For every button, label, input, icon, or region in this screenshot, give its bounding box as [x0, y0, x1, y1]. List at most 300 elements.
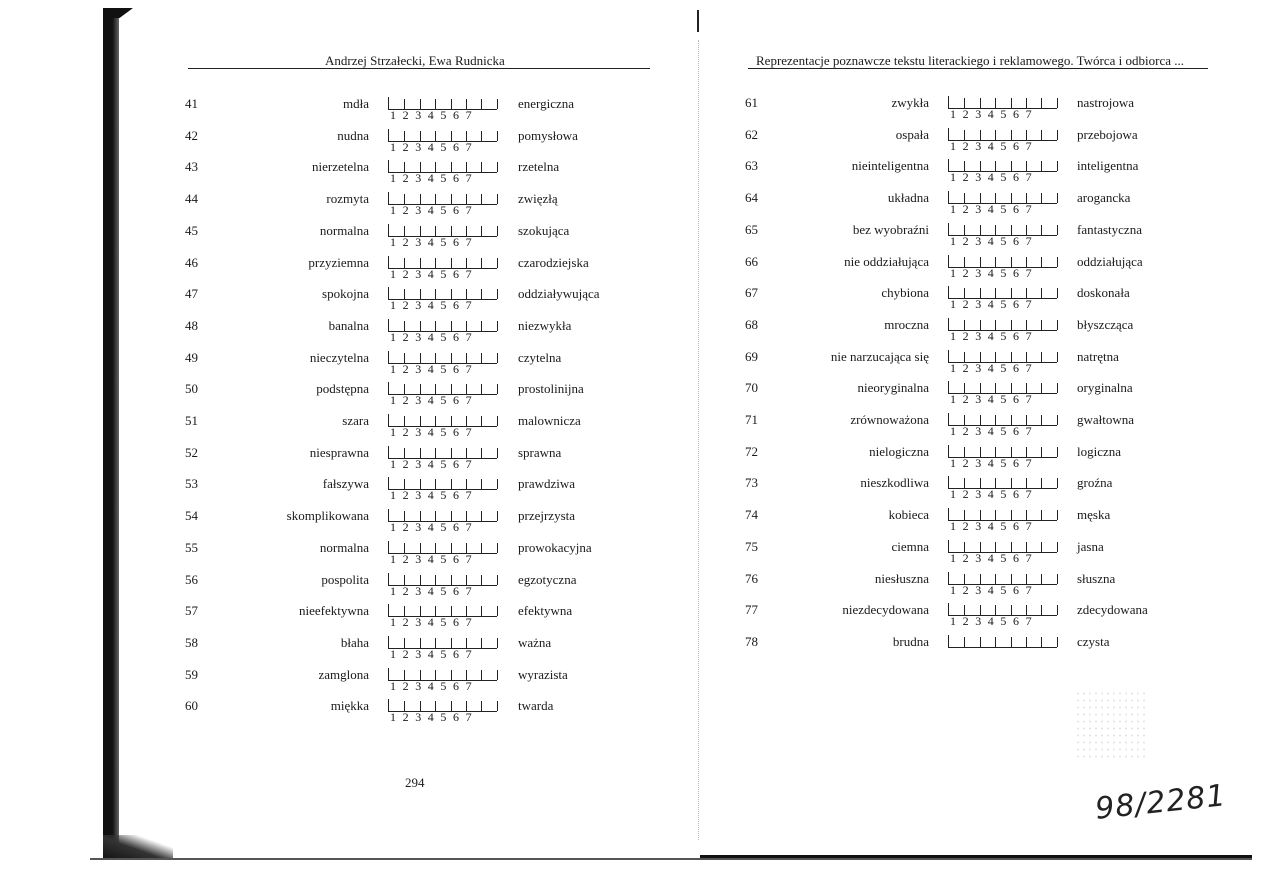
right-pole-label: niezwykła [518, 317, 572, 333]
item-number: 49 [185, 349, 198, 365]
item-number: 78 [745, 633, 758, 649]
rating-box-divider [420, 575, 421, 585]
left-pole-label: normalna [319, 222, 369, 238]
page-bottom-edge-right [700, 855, 1252, 858]
rating-box-divider [497, 575, 498, 585]
rating-box-divider [497, 226, 498, 236]
rating-scale[interactable] [388, 633, 498, 663]
left-pole-label: mdła [343, 96, 369, 111]
left-pole-label: szara [342, 413, 369, 428]
rating-box-divider [497, 638, 498, 648]
rating-box-divider [1057, 161, 1058, 171]
item-number: 72 [745, 443, 758, 459]
rating-digits: 1234567 [390, 583, 479, 598]
rating-box-divider [451, 575, 452, 585]
item-number: 62 [745, 126, 758, 142]
left-pole-label: fałszywa [322, 476, 369, 492]
left-pole-label: spokojna [322, 286, 369, 302]
rating-box-divider [481, 511, 482, 521]
left-pole-label: kobieca [888, 507, 929, 523]
rating-box-divider [1041, 225, 1042, 235]
rating-box-divider [497, 194, 498, 204]
item-number: 53 [185, 476, 198, 492]
item-number: 59 [185, 666, 198, 682]
right-pole-label: pomysłowa [518, 127, 578, 143]
rating-digits: 1234567 [950, 360, 1039, 375]
rating-box-divider [1057, 288, 1058, 298]
rating-digits: 1234567 [950, 519, 1039, 534]
left-pole-label: przyziemna [308, 254, 369, 270]
rating-scale[interactable] [388, 538, 498, 568]
rating-box-divider [1041, 288, 1042, 298]
right-pole-label: zwięzłą [518, 191, 558, 207]
rating-box-divider [980, 257, 981, 267]
rating-box-divider [980, 637, 981, 647]
rating-box-divider [1057, 447, 1058, 457]
rating-scale[interactable] [388, 443, 498, 473]
right-pole-label: słuszna [1077, 570, 1116, 586]
item-number: 42 [185, 127, 198, 143]
rating-scale[interactable] [388, 379, 498, 409]
rating-scale[interactable] [948, 569, 1058, 599]
rating-scale[interactable] [948, 378, 1058, 408]
rating-box-divider [481, 226, 482, 236]
item-number: 71 [745, 412, 758, 427]
left-pole-label: błaha [340, 634, 369, 650]
rating-box-divider [1057, 130, 1058, 140]
rating-digits: 1234567 [390, 139, 479, 154]
rating-box-divider [481, 131, 482, 141]
rating-box-divider [1041, 510, 1042, 520]
right-pole-label: fantastyczna [1077, 221, 1142, 237]
rating-box-divider [1011, 257, 1012, 267]
right-header-rule [748, 68, 1208, 69]
item-number: 65 [745, 221, 758, 237]
rating-digits: 1234567 [950, 550, 1039, 565]
rating-box-divider [497, 162, 498, 172]
rating-scale[interactable] [948, 632, 1058, 662]
rating-box-divider [481, 384, 482, 394]
handwritten-catalog-number: 98/2281 [1093, 778, 1229, 827]
rating-box-divider [964, 257, 965, 267]
right-pole-label: czytelna [518, 349, 562, 365]
rating-box-divider [481, 543, 482, 553]
rating-scale[interactable] [388, 474, 498, 504]
rating-scale[interactable] [948, 505, 1058, 535]
rating-box-divider [497, 670, 498, 680]
right-pole-label: czysta [1077, 633, 1110, 649]
left-pole-label: bez wyobraźni [852, 221, 929, 237]
right-pole-label: inteligentna [1077, 158, 1139, 174]
rating-box-divider [481, 701, 482, 711]
right-pole-label: jasna [1077, 538, 1104, 554]
item-number: 46 [185, 254, 198, 270]
right-pole-label: przejrzysta [518, 508, 576, 524]
rating-box-divider [1057, 605, 1058, 615]
rating-box-divider [1057, 257, 1058, 267]
rating-box-divider [1057, 574, 1058, 584]
right-pole-label: błyszcząca [1077, 316, 1134, 332]
left-pole-label: nudna [337, 127, 369, 143]
right-pole-label: męska [1077, 507, 1111, 523]
rating-box-divider [497, 384, 498, 394]
rating-box-divider [1041, 478, 1042, 488]
rating-digits: 1234567 [390, 203, 479, 218]
item-number: 70 [745, 380, 758, 396]
rating-box-divider [466, 575, 467, 585]
rating-scale[interactable] [388, 189, 498, 219]
item-number: 66 [745, 253, 758, 269]
rating-box-divider [1057, 478, 1058, 488]
right-pole-label: wyrazista [518, 666, 568, 682]
item-number: 68 [745, 316, 758, 332]
rating-digits: 1234567 [390, 520, 479, 535]
item-number: 77 [745, 602, 758, 618]
item-number: 56 [185, 571, 198, 587]
book-spine-top [103, 8, 133, 18]
rating-digits: 1234567 [950, 170, 1039, 185]
rating-digits: 1234567 [950, 487, 1039, 502]
rating-digits: 1234567 [950, 297, 1039, 312]
rating-box-divider [1041, 161, 1042, 171]
rating-box-divider [980, 574, 981, 584]
rating-scale[interactable] [948, 600, 1058, 630]
rating-box-divider [1011, 574, 1012, 584]
rating-scale[interactable] [948, 125, 1058, 155]
rating-box-divider [995, 637, 996, 647]
right-pole-label: oddziaływująca [518, 286, 600, 302]
rating-box-divider [420, 258, 421, 268]
rating-digits: 1234567 [950, 424, 1039, 438]
rating-box-divider [497, 131, 498, 141]
rating-box-divider [497, 416, 498, 426]
item-number: 74 [745, 507, 758, 523]
rating-box-divider [497, 448, 498, 458]
right-pole-label: arogancka [1077, 190, 1131, 206]
rating-box-divider [1041, 257, 1042, 267]
rating-digits: 1234567 [390, 488, 479, 503]
rating-box-divider [1041, 193, 1042, 203]
left-pole-label: pospolita [321, 571, 369, 587]
left-pole-label: niesłuszna [874, 570, 929, 586]
rating-box-divider [1041, 383, 1042, 393]
item-number: 51 [185, 413, 198, 428]
right-pole-label: ważna [518, 634, 552, 650]
rating-scale[interactable] [388, 570, 498, 600]
rating-box-divider [1026, 574, 1027, 584]
rating-digits: 1234567 [950, 202, 1039, 217]
page-bottom-edge [90, 858, 1252, 860]
rating-box-divider [497, 543, 498, 553]
left-header-rule [188, 68, 650, 69]
rating-digits: 1234567 [950, 614, 1039, 629]
rating-box-divider [481, 416, 482, 426]
item-number: 61 [745, 95, 758, 110]
rating-box-divider [466, 258, 467, 268]
rating-scale[interactable] [388, 348, 498, 378]
rating-digits: 1234567 [390, 615, 479, 630]
rating-scale[interactable] [948, 410, 1058, 440]
rating-scale[interactable] [948, 473, 1058, 503]
left-pole-label: banalna [328, 317, 369, 333]
rating-box-divider [995, 574, 996, 584]
rating-digits: 1234567 [390, 361, 479, 376]
rating-box-divider [1041, 130, 1042, 140]
rating-box-divider [481, 670, 482, 680]
rating-box-divider [1057, 193, 1058, 203]
rating-box-divider [1057, 320, 1058, 330]
right-pole-label: groźna [1077, 475, 1113, 491]
right-pole-label: czarodziejska [518, 254, 589, 270]
left-pole-label: zwykła [891, 95, 929, 110]
right-pole-label: twarda [518, 698, 554, 714]
rating-digits: 1234567 [390, 425, 479, 439]
rating-box-divider [481, 638, 482, 648]
rating-digits: 1234567 [390, 234, 479, 249]
item-number: 64 [745, 190, 758, 206]
rating-box-divider [1026, 637, 1027, 647]
rating-box-divider [497, 321, 498, 331]
left-pole-label: nieszkodliwa [860, 475, 929, 491]
left-pole-label: nierzetelna [311, 159, 369, 175]
rating-scale[interactable] [948, 252, 1058, 282]
right-pole-label: rzetelna [518, 159, 560, 175]
rating-scale[interactable] [388, 316, 498, 346]
rating-scale[interactable] [948, 220, 1058, 250]
rating-box-divider [481, 606, 482, 616]
rating-box-divider [1041, 574, 1042, 584]
left-pole-label: nieoryginalna [857, 380, 929, 396]
rating-box-divider [481, 258, 482, 268]
item-number: 52 [185, 444, 198, 460]
rating-digits: 1234567 [390, 678, 479, 693]
rating-box-divider [481, 194, 482, 204]
rating-scale[interactable] [388, 665, 498, 695]
rating-digits: 1234567 [390, 171, 479, 186]
rating-box-divider [497, 701, 498, 711]
item-number: 73 [745, 475, 758, 491]
rating-scale[interactable] [388, 411, 498, 441]
left-pole-label: brudna [892, 633, 929, 649]
left-pole-label: nielogiczna [869, 443, 929, 459]
rating-box-divider [1026, 257, 1027, 267]
left-pole-label: nieinteligentna [851, 158, 929, 174]
rating-digits: 1234567 [950, 392, 1039, 407]
rating-digits: 1234567 [390, 456, 479, 471]
item-number: 67 [745, 285, 758, 301]
rating-box-divider [1057, 225, 1058, 235]
left-pole-label: normalna [319, 539, 369, 555]
rating-box-divider [1041, 447, 1042, 457]
left-pole-label: skomplikowana [286, 508, 369, 524]
rating-scale[interactable] [388, 696, 498, 726]
rating-digits: 1234567 [390, 108, 479, 122]
rating-box-divider [481, 99, 482, 109]
book-spine-shadow [103, 8, 119, 858]
rating-scale[interactable] [948, 156, 1058, 186]
rating-digits: 1234567 [390, 710, 479, 725]
rating-box-divider [481, 575, 482, 585]
right-pole-label: oryginalna [1077, 380, 1133, 396]
rating-scale[interactable] [948, 347, 1058, 377]
right-page-header: Reprezentacje poznawcze tekstu literackiego i reklamowego. Twórca i odbiorca ... [756, 53, 1185, 68]
rating-digits: 1234567 [390, 329, 479, 344]
rating-box-divider [497, 289, 498, 299]
rating-box-divider [1041, 605, 1042, 615]
rating-scale[interactable] [388, 506, 498, 536]
right-pole-label: sprawna [518, 444, 562, 460]
rating-box-divider [1041, 352, 1042, 362]
item-number: 69 [745, 348, 758, 364]
right-pole-label: zdecydowana [1077, 602, 1148, 618]
rating-box-divider [1057, 98, 1058, 108]
rating-box-divider [481, 353, 482, 363]
left-pole-label: miękka [330, 698, 369, 714]
right-pole-label: nastrojowa [1077, 95, 1135, 110]
rating-scale[interactable] [948, 315, 1058, 345]
rating-scale[interactable] [388, 253, 498, 283]
rating-scale[interactable] [388, 94, 498, 124]
left-pole-label: nieefektywna [298, 603, 369, 619]
rating-digits: 1234567 [390, 551, 479, 566]
rating-digits: 1234567 [390, 646, 479, 661]
left-pole-label: zamglona [318, 666, 369, 682]
rating-box-divider [435, 258, 436, 268]
right-pole-label: przebojowa [1077, 126, 1138, 142]
item-number: 45 [185, 222, 198, 238]
left-page-header: Andrzej Strzałecki, Ewa Rudnicka [325, 53, 505, 68]
item-number: 76 [745, 570, 758, 586]
right-pole-label: oddziałująca [1077, 253, 1143, 269]
rating-digits: 1234567 [950, 107, 1039, 121]
rating-box-divider [481, 479, 482, 489]
rating-box-divider [404, 258, 405, 268]
rating-box-divider [435, 575, 436, 585]
scan-noise [1075, 690, 1145, 760]
right-pole-label: efektywna [518, 603, 573, 619]
item-number: 44 [185, 191, 198, 207]
rating-box-divider [964, 637, 965, 647]
rating-box-divider [964, 574, 965, 584]
item-number: 41 [185, 96, 198, 111]
rating-box-divider [451, 258, 452, 268]
left-pole-label: niezdecydowana [842, 602, 929, 618]
rating-box-divider [497, 479, 498, 489]
rating-box-divider [481, 321, 482, 331]
right-pole-label: szokująca [518, 222, 570, 238]
left-pole-label: układna [887, 190, 929, 206]
rating-box-divider [1057, 415, 1058, 425]
rating-box-divider [1057, 510, 1058, 520]
rating-box-divider [497, 606, 498, 616]
rating-digits: 1234567 [950, 138, 1039, 153]
right-pole-label: gwałtowna [1077, 412, 1135, 427]
left-pole-label: nie oddziałująca [844, 253, 929, 269]
rating-box-divider [1041, 542, 1042, 552]
rating-digits: 1234567 [950, 265, 1039, 280]
left-pole-label: chybiona [881, 285, 929, 301]
right-pole-label: prowokacyjna [518, 539, 592, 555]
right-pole-label: malownicza [518, 413, 581, 428]
rating-scale[interactable] [388, 126, 498, 156]
book-gutter [698, 40, 700, 840]
rating-box-divider [1057, 542, 1058, 552]
rating-scale[interactable] [948, 442, 1058, 472]
rating-digits: 1234567 [950, 455, 1039, 470]
rating-digits: 1234567 [390, 393, 479, 408]
rating-digits: 1234567 [950, 582, 1039, 597]
right-pole-label: doskonała [1077, 285, 1130, 301]
left-pole-label: ciemna [891, 538, 929, 554]
left-pole-label: niesprawna [309, 444, 369, 460]
left-pole-label: rozmyta [326, 191, 369, 207]
rating-scale[interactable] [948, 188, 1058, 218]
left-page-number: 294 [405, 775, 425, 790]
right-pole-label: logiczna [1077, 443, 1122, 459]
rating-box-divider [404, 575, 405, 585]
rating-box-divider [1057, 637, 1058, 647]
left-pole-label: mroczna [884, 316, 929, 332]
rating-box-divider [1041, 320, 1042, 330]
rating-digits: 1234567 [390, 266, 479, 281]
right-pole-label: energiczna [518, 96, 575, 111]
rating-boxes[interactable] [948, 635, 1057, 648]
left-pole-label: nieczytelna [309, 349, 369, 365]
item-number: 48 [185, 317, 198, 333]
left-pole-label: ospała [895, 126, 929, 142]
rating-box-divider [481, 162, 482, 172]
rating-box-divider [1011, 637, 1012, 647]
item-number: 55 [185, 539, 198, 555]
right-pole-label: prostolinijna [518, 381, 584, 397]
item-number: 50 [185, 381, 198, 397]
rating-box-divider [481, 289, 482, 299]
rating-digits: 1234567 [390, 298, 479, 313]
rating-box-divider [1057, 383, 1058, 393]
rating-box-divider [481, 448, 482, 458]
item-number: 54 [185, 508, 198, 524]
left-pole-label: nie narzucająca się [830, 348, 929, 364]
rating-scale[interactable] [388, 221, 498, 251]
rating-scale[interactable] [388, 601, 498, 631]
left-pole-label: podstępna [316, 381, 369, 397]
book-gutter-mark [697, 10, 699, 32]
rating-scale[interactable] [948, 537, 1058, 567]
rating-box-divider [1041, 98, 1042, 108]
item-number: 43 [185, 159, 198, 175]
right-pole-label: prawdziwa [518, 476, 576, 492]
item-number: 63 [745, 158, 758, 174]
rating-digits: 1234567 [950, 328, 1039, 343]
rating-box-divider [497, 353, 498, 363]
rating-box-divider [995, 257, 996, 267]
rating-box-divider [1041, 415, 1042, 425]
rating-scale[interactable] [388, 284, 498, 314]
rating-scale[interactable] [388, 157, 498, 187]
item-number: 57 [185, 603, 198, 619]
right-pole-label: natrętna [1077, 348, 1119, 364]
item-number: 47 [185, 286, 198, 302]
rating-box-divider [1057, 352, 1058, 362]
rating-box-divider [497, 258, 498, 268]
rating-digits: 1234567 [950, 233, 1039, 248]
book-spine-bottom [103, 835, 173, 860]
rating-scale[interactable] [948, 283, 1058, 313]
item-number: 75 [745, 538, 758, 554]
item-number: 60 [185, 698, 198, 714]
left-pole-label: zrównoważona [850, 412, 929, 427]
rating-scale[interactable] [948, 93, 1058, 123]
